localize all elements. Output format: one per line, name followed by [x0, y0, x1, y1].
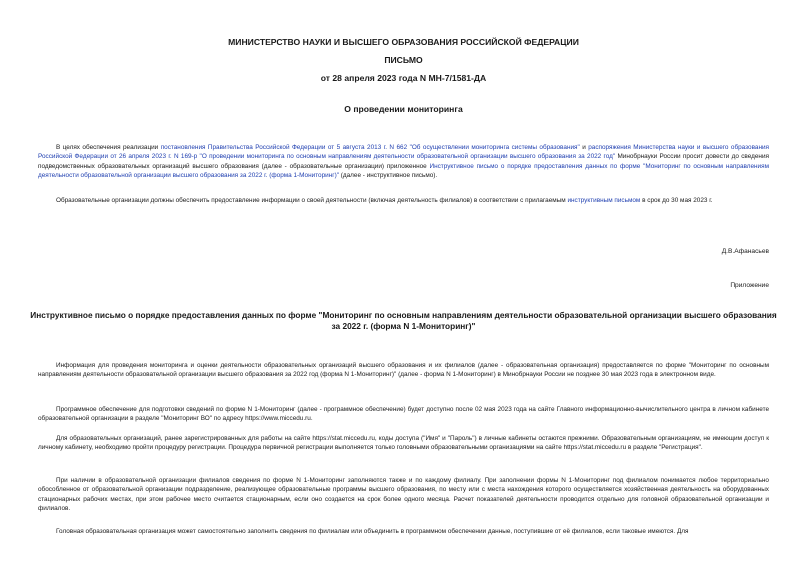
- letter-p2-text-2: в срок до 30 мая 2023 г.: [640, 197, 713, 204]
- letter-p1-text-3: Минобрнауки России просит довести до сведения подведомственных образовательных организаций высшего образования (далее - образовательные организации) приложенное: [38, 153, 769, 170]
- ministry-heading: МИНИСТЕРСТВО НАУКИ И ВЫСШЕГО ОБРАЗОВАНИЯ РОССИЙСКОЙ ФЕДЕРАЦИИ: [228, 37, 579, 47]
- link-instructive-letter[interactable]: Инструктивное письмо о порядке предоставления данных по форме "Мониторинг по основным направлениям деятельности образовательной организации высшего образования за 2022 г. (форма 1-Мониторинг)": [38, 162, 769, 180]
- document-date-number: от 28 апреля 2023 года N МН-7/1581-ДА: [320, 73, 487, 83]
- appendix-paragraph: Информация для проведения мониторинга и оценки деятельности образовательных организаций высшего образования и их филиалов (далее - образовательная организация) предоставляется по форме "Мониторинг по основным направлениям деятельности образовательной организации высшего образования за 2022 год (форма N 1-Мониторинг)" (далее - форма N 1-Мониторинг) в Минобрнауки России не позднее 30 мая 2023 года в электронном виде.: [38, 362, 769, 379]
- appendix-title: Инструктивное письмо о порядке предоставления данных по форме "Мониторинг по основным направлениям деятельности образовательной организации высшего образования за 2022 г. (форма N 1-Мониторинг)": [30, 310, 777, 331]
- document-subject: О проведении мониторинга: [344, 104, 463, 114]
- appendix-paragraph: Для образовательных организаций, ранее зарегистрированных для работы на сайте https://stat.miccedu.ru, коды доступа ("Имя" и "Пароль") в личные кабинеты остаются прежними. Образовательным организациям, не имеющим доступ к личному кабинету, необходимо пройти процедуру регистрации. Процедура первичной регистрации выполняется только головными образовательными организациями на сайте https://stat.miccedu.ru в разделе "Регистрация".: [38, 435, 769, 452]
- signature: Д.В.Афанасьев: [721, 248, 769, 255]
- link-ministry-order[interactable]: распоряжения Министерства науки и высшего образования Российской Федерации от 26 апреля 2023 г. N 169-р "О проведении мониторинга по основным направлениям деятельности образовательной организации высшего образования за 2022 год": [38, 144, 770, 161]
- letter-p1-text-2: и: [579, 144, 589, 151]
- appendix-paragraph: При наличии в образовательной организации филиалов сведения по форме N 1-Мониторинг заполняются также и по каждому филиалу. При заполнении формы N 1-Мониторинг под филиалом понимается любое территориально обособленное от образовательной организации подразделение, реализующее образовательные программы высшего образования, по месту или с места нахождения которого осуществляется хозяйственная деятельность на оборудованных стационарных рабочих местах, при этом рабочее место считается стационарным, если оно создается на срок более одного месяца. Расчет показателей деятельности проводится отдельно для головной образовательной организации и филиалов.: [38, 477, 769, 513]
- appendix-paragraph: Программное обеспечение для подготовки сведений по форме N 1-Мониторинг (далее - программное обеспечение) будет доступно после 02 мая 2023 года на сайте Главного информационно-вычислительного центра в личном кабинете образовательной организации в разделе "Мониторинг ВО" по адресу https://www.miccedu.ru.: [38, 406, 769, 423]
- letter-p2-text-1: Образовательные организации должны обеспечить предоставление информации о своей деятельности (включая деятельность филиалов) в соответствии с прилагаемым: [56, 197, 568, 204]
- letter-paragraph-1: [38, 143, 769, 181]
- link-government-decree[interactable]: постановления Правительства Российской Федерации от 5 августа 2013 г. N 662 "Об осуществлении мониторинга системы образования": [160, 144, 580, 151]
- letter-p1-text-4: (далее - инструктивное письмо).: [339, 172, 438, 180]
- letter-p1-text-1: В целях обеспечения реализации: [56, 144, 161, 151]
- letter-paragraph-2: [38, 196, 769, 205]
- link-instructive-letter-short[interactable]: инструктивным письмом: [567, 197, 641, 204]
- document-type: ПИСЬМО: [384, 55, 423, 65]
- attachment-label: Приложение: [730, 282, 769, 289]
- appendix-paragraph: Головная образовательная организация может самостоятельно заполнить сведения по филиалам или объединить в программном обеспечении данные, поступившие от её филиалов, если таковые имеются. Для: [56, 528, 689, 535]
